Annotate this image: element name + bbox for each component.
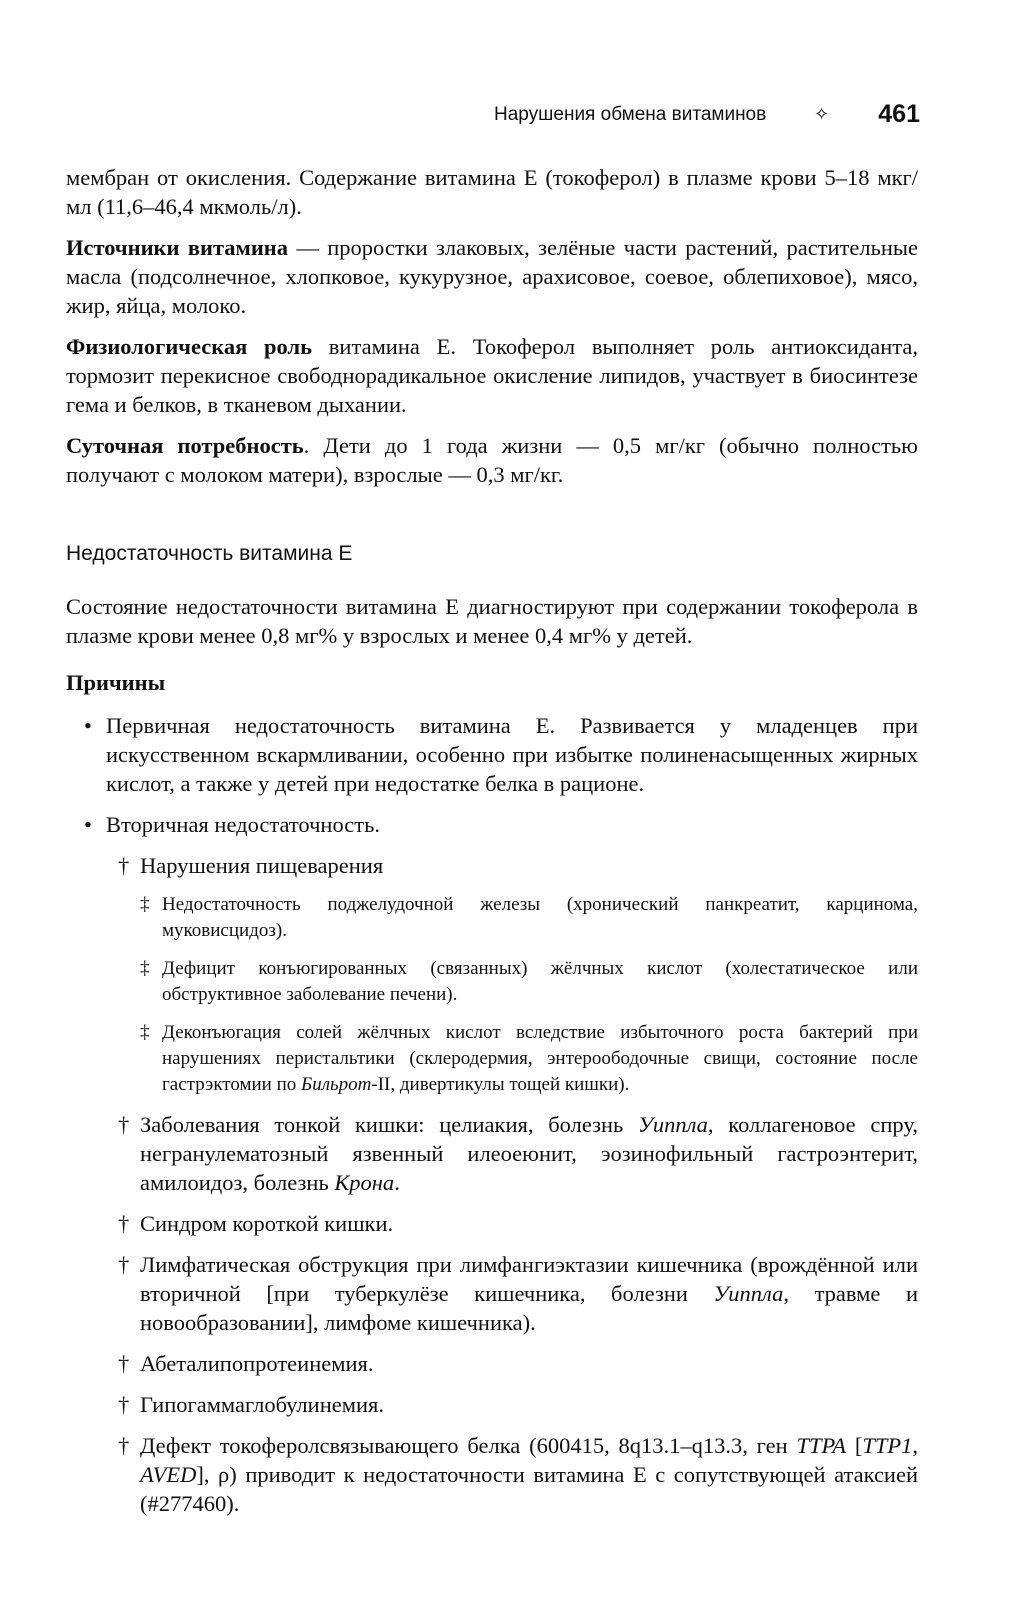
list-item-lymphatic: † Лимфатическая обструкция при лимфангиэктазии кишечника (врождённой или вторичной [при туберкулёзе кишечника, болезни Уиппла, травме и новообразовании], лимфоме кишечника). <box>118 1252 918 1335</box>
list-item-small-intestine: † Заболевания тонкой кишки: целиакия, болезнь Уиппла, коллагеновое спру, негранулематозный язвенный илеоеюнит, эозинофильный гастроэнтерит, амилоидоз, болезнь Крона. <box>118 1112 918 1195</box>
requirement-paragraph: Суточная потребность. Дети до 1 года жизни — 0,5 мг/кг (обычно полностью получают с молоком матери), взрослые — 0,3 мг/кг. <box>66 433 918 487</box>
dagger-icon: † <box>118 1433 130 1458</box>
diamond-ornament-icon: ✧ <box>814 104 830 124</box>
eponym-crohn: Крона <box>334 1170 395 1195</box>
gene-alias: AVED <box>140 1462 197 1487</box>
bullet-icon: • <box>84 713 92 738</box>
dagger-icon: † <box>118 1252 130 1277</box>
list-item-hypogammaglobulinemia: † Гипогаммаглобулинемия. <box>118 1392 384 1417</box>
page-body <box>66 163 918 1530</box>
intro-paragraph: мембран от окисления. Содержание витамина Е (токоферол) в плазме крови 5–18 мкг/мл (11,6–46,4 мкмоль/л). <box>66 165 918 219</box>
physiology-label: Физиологическая роль <box>66 334 313 359</box>
sources-paragraph: Источники витамина — проростки злаковых, зелёные части растений, растительные масла (подсолнечное, хлопковое, кукурузное, арахисовое, соевое, облепиховое), мясо, жир, яйца, молоко. <box>66 235 919 318</box>
list-item-deconjugation: ‡ Деконъюгация солей жёлчных кислот вследствие избыточного роста бактерий при нарушениях перистальтики (склеродермия, энтероободочные свищи, состояние после гастрэктомии по Бильрот-II, дивертикулы тощей кишки). <box>140 1022 918 1095</box>
requirement-label: Суточная потребность <box>66 433 304 458</box>
double-dagger-icon: ‡ <box>140 894 150 915</box>
list-item-short-bowel: † Синдром короткой кишки. <box>118 1211 394 1236</box>
page-header <box>480 100 920 134</box>
list-item-digestion: † Нарушения пищеварения <box>118 853 384 878</box>
double-dagger-icon: ‡ <box>140 1022 150 1043</box>
gene-alias: TTP1 <box>862 1433 913 1458</box>
dagger-icon: † <box>118 1351 130 1376</box>
dagger-icon: † <box>118 1211 130 1236</box>
sources-label: Источники витамина <box>66 235 289 260</box>
list-item-secondary: • Вторичная недостаточность. <box>84 812 380 837</box>
list-item-ttpa: † Дефект токоферолсвязывающего белка (600415, 8q13.1–q13.3, ген TTPA [TTP1, AVED], ρ) приводит к недостаточности витамина Е с сопутствующей атаксией (#277460). <box>118 1433 919 1516</box>
dagger-icon: † <box>118 1392 130 1417</box>
list-item-bile-deficit: ‡ Дефицит конъюгированных (связанных) жёлчных кислот (холестатическое или обструктивное заболевание печени). <box>140 958 918 1005</box>
bullet-icon: • <box>84 812 92 837</box>
double-dagger-icon: ‡ <box>140 958 150 979</box>
causes-heading: Причины <box>66 670 166 695</box>
eponym-whipple: Уиппла <box>713 1281 784 1306</box>
eponym-whipple: Уиппла <box>638 1112 708 1137</box>
list-item-primary: • Первичная недостаточность витамина Е. Развивается у младенцев при искусственном вскармливании, особенно при избытке полиненасыщенных жирных кислот, а также у детей при недостатке белка в рационе. <box>84 713 918 796</box>
list-item-abetalipoproteinemia: † Абеталипопротеинемия. <box>118 1351 374 1376</box>
list-item-pancreas: ‡ Недостаточность поджелудочной железы (хронический панкреатит, карцинома, муковисцидоз). <box>140 894 918 941</box>
physiology-paragraph: Физиологическая роль витамина Е. Токоферол выполняет роль антиоксиданта, тормозит перекисное свободнорадикальное окисление липидов, участвует в биосинтезе гема и белков, в тканевом дыхании. <box>66 334 918 417</box>
eponym-billroth: Бильрот <box>301 1074 372 1095</box>
running-title: Нарушения обмена витаминов <box>494 104 767 125</box>
gene-name: TTPA <box>796 1433 847 1458</box>
dagger-icon: † <box>118 853 130 878</box>
dagger-icon: † <box>118 1112 130 1137</box>
section-intro-paragraph: Состояние недостаточности витамина Е диагностируют при содержании токоферола в плазме крови менее 0,8 мг% у взрослых и менее 0,4 мг% у детей. <box>66 594 918 648</box>
section-title: Недостаточность витамина Е <box>66 542 353 565</box>
page-number: 461 <box>878 100 920 128</box>
